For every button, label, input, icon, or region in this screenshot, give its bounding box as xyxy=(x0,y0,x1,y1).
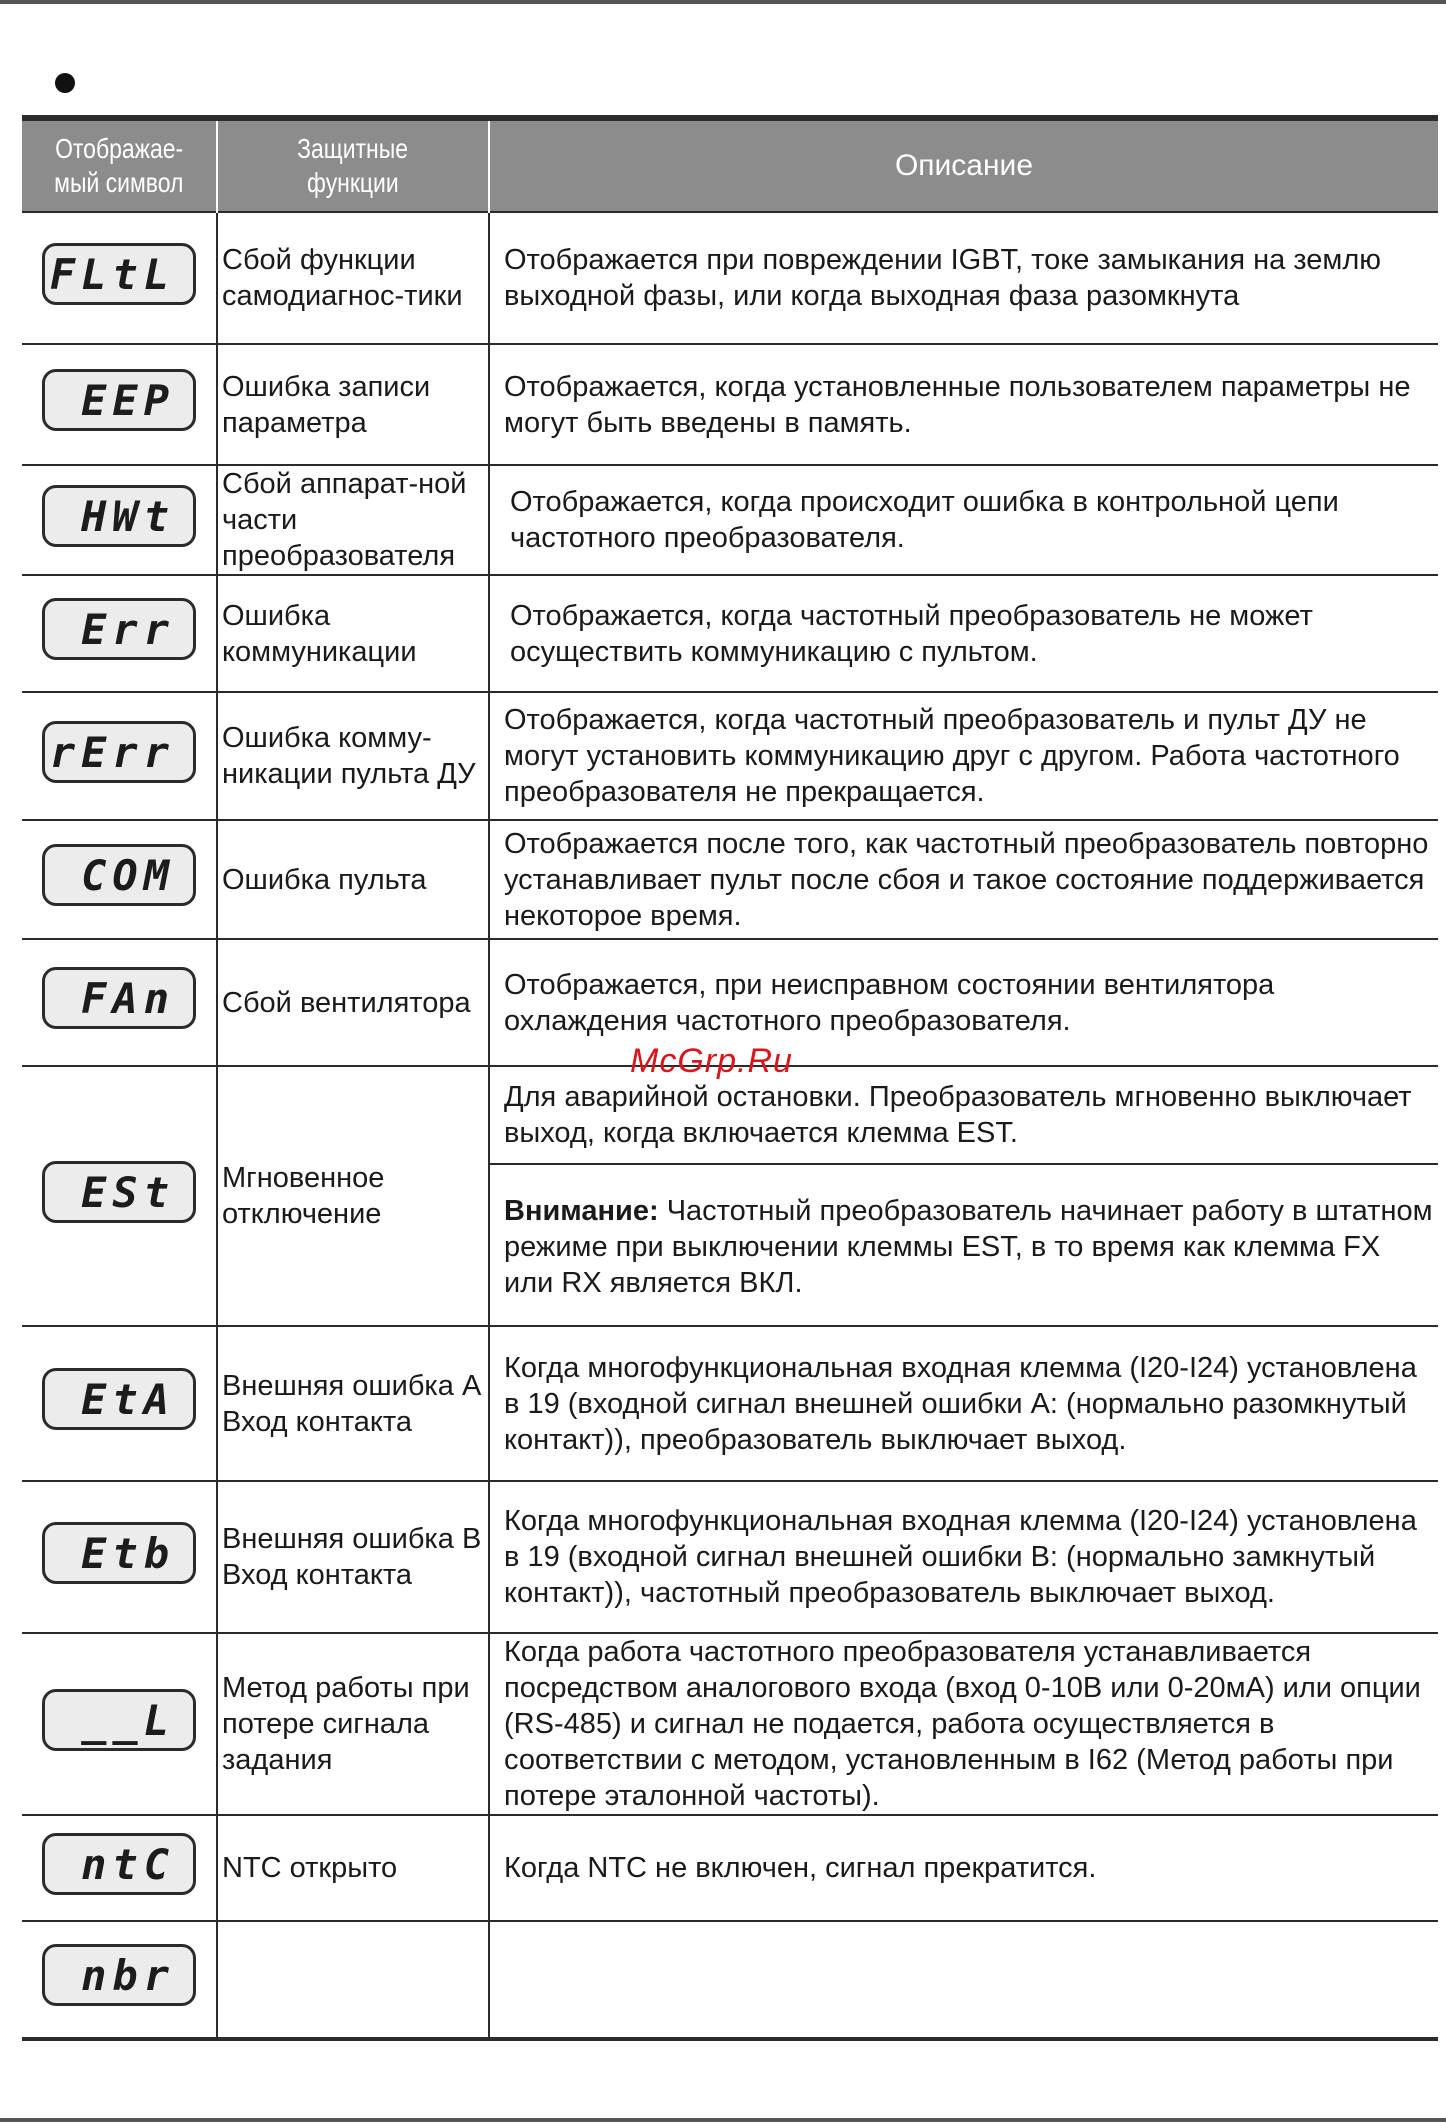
lcd-display xyxy=(42,1944,196,2006)
symbol-cell xyxy=(22,939,217,1066)
table-row xyxy=(22,212,1438,344)
function-cell: NTC открыто xyxy=(217,1815,489,1921)
symbol-cell xyxy=(22,1921,217,2039)
function-cell: Ошибка пульта xyxy=(217,820,489,939)
function-cell: Ошибка комму-никации пульта ДУ xyxy=(217,692,489,820)
symbol-cell xyxy=(22,1815,217,1921)
lcd-code: FAn xyxy=(81,974,175,1023)
description-cell: Отображается, когда происходит ошибка в контрольной цепи частотного преобразователя. xyxy=(489,465,1438,575)
function-cell: Ошибка коммуникации xyxy=(217,575,489,692)
symbol-cell xyxy=(22,1066,217,1326)
header-symbol: Отображае- мый символ xyxy=(22,118,217,212)
table-row xyxy=(22,1066,1438,1326)
function-cell: Сбой аппарат-ной части преобразователя xyxy=(217,465,489,575)
lcd-display xyxy=(42,485,196,547)
warning-text: Частотный преобразователь начинает работу в штатном режиме при выключении клеммы EST, в то время как клемма FX или RX является ВКЛ. xyxy=(504,1195,1433,1299)
table-row xyxy=(22,1633,1438,1815)
table-row xyxy=(22,1326,1438,1481)
symbol-cell xyxy=(22,344,217,465)
function-cell: Сбой функции самодиагнос-тики xyxy=(217,212,489,344)
description-cell: Когда NTC не включен, сигнал прекратится. xyxy=(489,1815,1438,1921)
lcd-display xyxy=(42,967,196,1029)
symbol-cell xyxy=(22,575,217,692)
table-row xyxy=(22,465,1438,575)
symbol-cell xyxy=(22,1481,217,1633)
lcd-display xyxy=(42,243,196,305)
function-cell: Внешняя ошибка В Вход контакта xyxy=(217,1481,489,1633)
symbol-cell xyxy=(22,212,217,344)
description-cell: Отображается после того, как частотный преобразователь повторно устанавливает пульт после сбоя и такое состояние поддерживается некоторое время. xyxy=(489,820,1438,939)
lcd-code: Etb xyxy=(81,1528,175,1578)
watermark: McGrp.Ru xyxy=(630,1042,793,1080)
lcd-display xyxy=(42,844,196,906)
symbol-cell xyxy=(22,1633,217,1815)
description-cell: Когда работа частотного преобразователя устанавливается посредством аналогового входа (вход 0-10В или 0-20мА) или опции (RS-485) и сигнал не подается, работа осуществляется в соответствии с методом, установленным в I62 (Метод работы при потере эталонной частоты). xyxy=(489,1633,1438,1815)
description-cell: Отображается при повреждении IGBT, токе замыкания на землю выходной фазы, или когда выходная фаза разомкнута xyxy=(489,212,1438,344)
lcd-display xyxy=(42,1689,196,1751)
lcd-display xyxy=(42,369,196,431)
lcd-code: ESt xyxy=(81,1167,175,1217)
lcd-display xyxy=(42,598,196,660)
function-cell xyxy=(217,1921,489,2039)
warning-label: Внимание: xyxy=(504,1195,659,1227)
top-rule xyxy=(0,0,1446,4)
warning-note xyxy=(490,1163,1438,1325)
bottom-rule xyxy=(0,2118,1446,2122)
table-row xyxy=(22,692,1438,820)
lcd-display xyxy=(42,1161,196,1223)
description-cell: Отображается, при неисправном состоянии вентилятора охлаждения частотного преобразователя. xyxy=(489,939,1438,1066)
table-row xyxy=(22,1815,1438,1921)
lcd-code: EEP xyxy=(81,376,175,425)
header-description: Описание xyxy=(489,118,1438,212)
lcd-code: FLtL xyxy=(49,249,175,299)
lcd-display xyxy=(42,1368,196,1430)
bullet-icon xyxy=(55,73,75,93)
function-cell: Мгновенное отключение xyxy=(217,1066,489,1326)
lcd-display xyxy=(42,721,196,783)
lcd-code: nbr xyxy=(81,1951,175,2000)
description-cell: Когда многофункциональная входная клемма (I20-I24) установлена в 19 (входной сигнал внешней ошибки B: (нормально замкнутый контакт)), частотный преобразователь выключает выход. xyxy=(489,1481,1438,1633)
symbol-cell xyxy=(22,692,217,820)
symbol-cell xyxy=(22,820,217,939)
description-cell: Отображается, когда частотный преобразователь не может осуществить коммуникацию с пультом. xyxy=(489,575,1438,692)
lcd-display xyxy=(42,1522,196,1584)
function-cell: Ошибка записи параметра xyxy=(217,344,489,465)
table-row xyxy=(22,820,1438,939)
symbol-cell xyxy=(22,465,217,575)
lcd-code: __L xyxy=(81,1695,175,1745)
description-cell: Отображается, когда установленные пользователем параметры не могут быть введены в память. xyxy=(489,344,1438,465)
lcd-display xyxy=(42,1833,196,1895)
lcd-code: Err xyxy=(81,605,175,654)
table-row xyxy=(22,575,1438,692)
table-header-row xyxy=(22,118,1438,212)
header-function: Защитные функции xyxy=(217,118,489,212)
description-cell xyxy=(489,1921,1438,2039)
lcd-code: COM xyxy=(81,851,175,900)
description-cell xyxy=(489,1066,1438,1326)
function-cell: Внешняя ошибка А Вход контакта xyxy=(217,1326,489,1481)
description-cell: Отображается, когда частотный преобразователь и пульт ДУ не могут установить коммуникацию друг с другом. Работа частотного преобразователя не прекращается. xyxy=(489,692,1438,820)
lcd-code: EtA xyxy=(81,1375,175,1424)
lcd-code: ntC xyxy=(81,1839,175,1889)
lcd-code: rErr xyxy=(49,727,175,777)
description-cell: Когда многофункциональная входная клемма (I20-I24) установлена в 19 (входной сигнал внешней ошибки A: (нормально разомкнутый контакт)), преобразователь выключает выход. xyxy=(489,1326,1438,1481)
description-text: Для аварийной остановки. Преобразователь мгновенно выключает выход, когда включается клемма EST. xyxy=(504,1081,1412,1149)
table-row xyxy=(22,1481,1438,1633)
table-row xyxy=(22,1921,1438,2039)
table-row xyxy=(22,344,1438,465)
function-cell: Сбой вентилятора xyxy=(217,939,489,1066)
function-cell: Метод работы при потере сигнала задания xyxy=(217,1633,489,1815)
lcd-code: HWt xyxy=(81,491,175,541)
symbol-cell xyxy=(22,1326,217,1481)
